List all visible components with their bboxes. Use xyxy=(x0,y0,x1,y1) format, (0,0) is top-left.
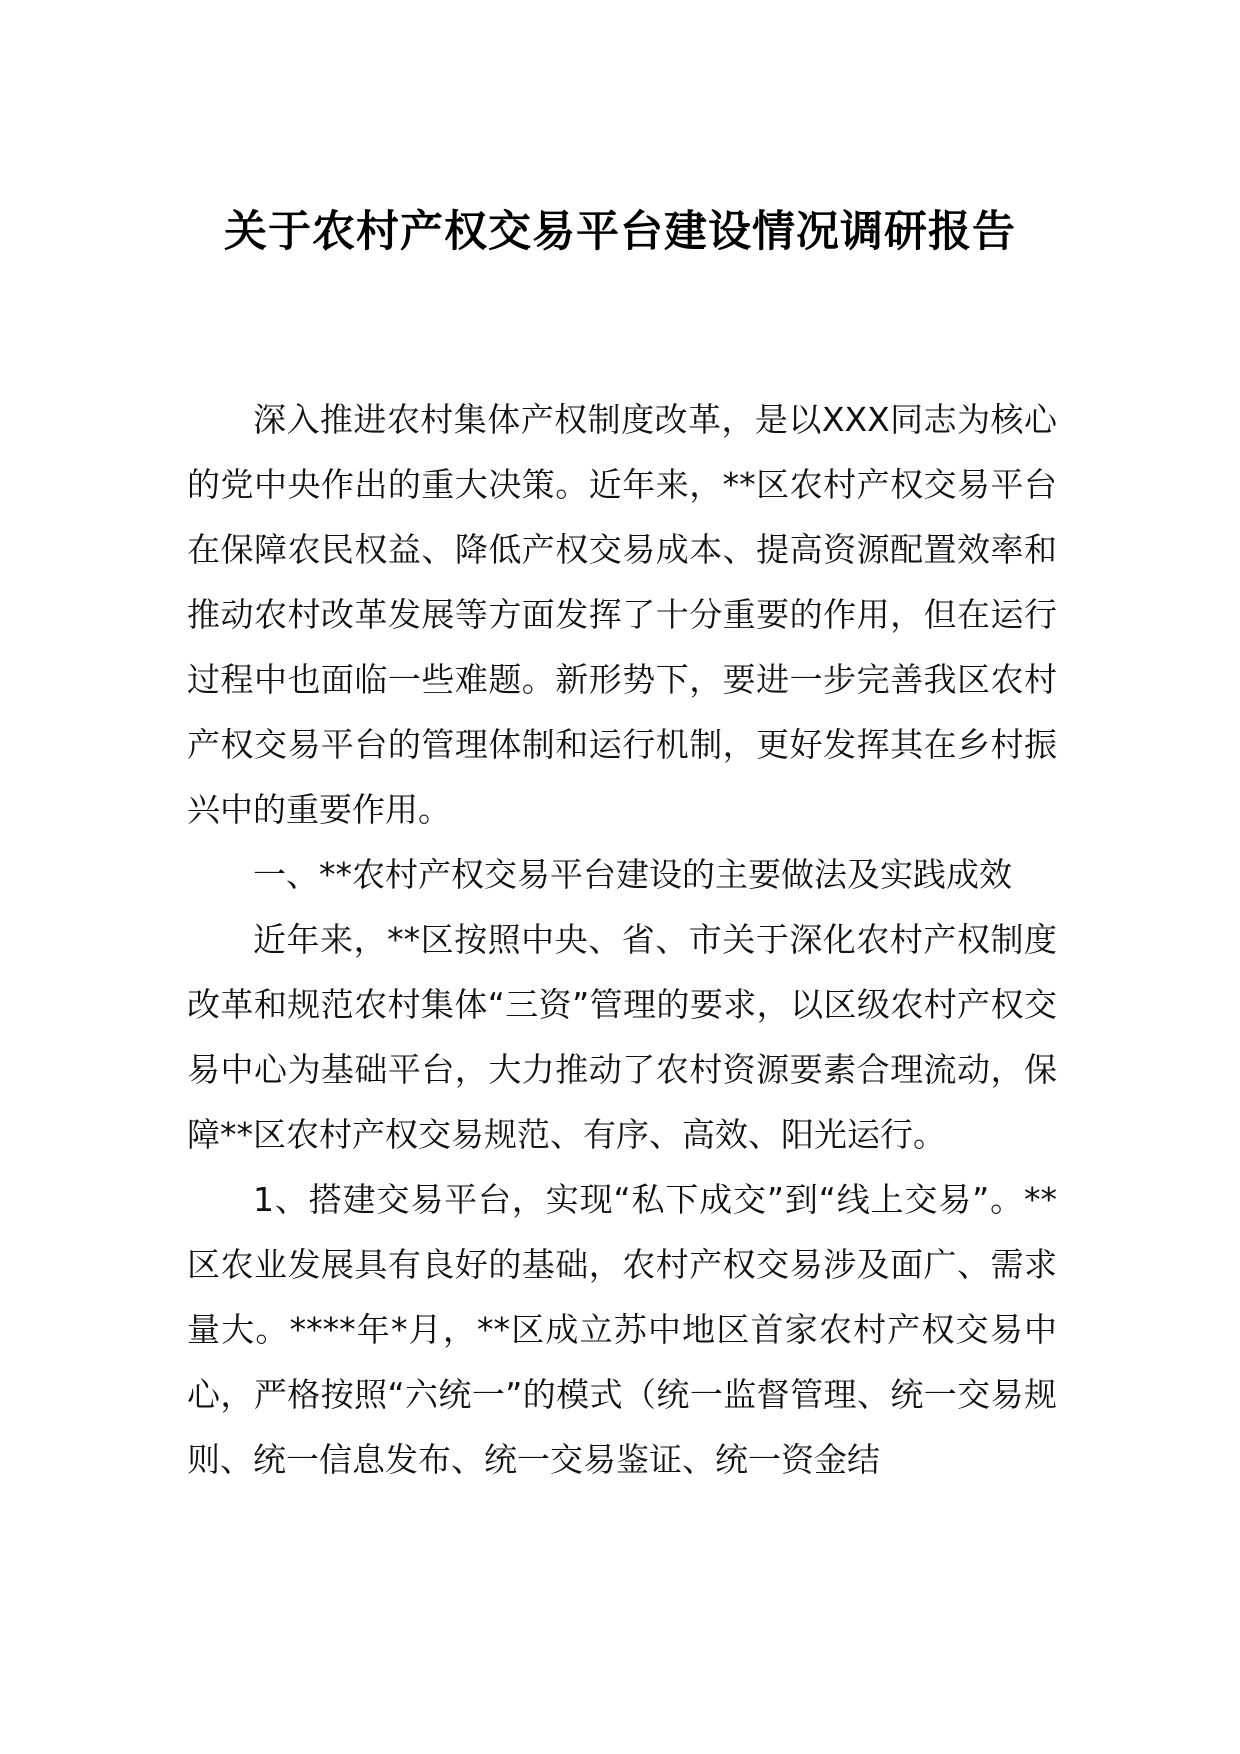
paragraph-intro: 深入推进农村集体产权制度改革，是以XXX同志为核心的党中央作出的重大决策。近年来，**区农村产权交易平台在保障农民权益、降低产权交易成本、提高资源配置效率和推动农村改革发展等方面发挥了十分重要的作用，但在运行过程中也面临一些难题。新形势下，要进一步完善我区农村产权交易平台的管理体制和运行机制，更好发挥其在乡村振兴中的重要作用。 xyxy=(187,400,1057,829)
paragraph-section-1-intro: 近年来，**区按照中央、省、市关于深化农村产权制度改革和规范农村集体“三资”管理的要求，以区级农村产权交易中心为基础平台，大力推动了农村资源要素合理流动，保障**区农村产权交易规范、有序、高效、阳光运行。 xyxy=(187,920,1057,1154)
paragraph-item-1: 1、搭建交易平台，实现“私下成交”到“线上交易”。**区农业发展具有良好的基础，农村产权交易涉及面广、需求量大。****年*月，**区成立苏中地区首家农村产权交易中心，严格按照“六统一”的模式（统一监督管理、统一交易规则、统一信息发布、统一交易鉴证、统一资金结 xyxy=(187,1180,1057,1479)
section-heading-1: 一、**农村产权交易平台建设的主要做法及实践成效 xyxy=(253,855,1012,894)
document-body xyxy=(187,387,1057,1492)
document-title: 关于农村产权交易平台建设情况调研报告 xyxy=(224,207,1016,257)
